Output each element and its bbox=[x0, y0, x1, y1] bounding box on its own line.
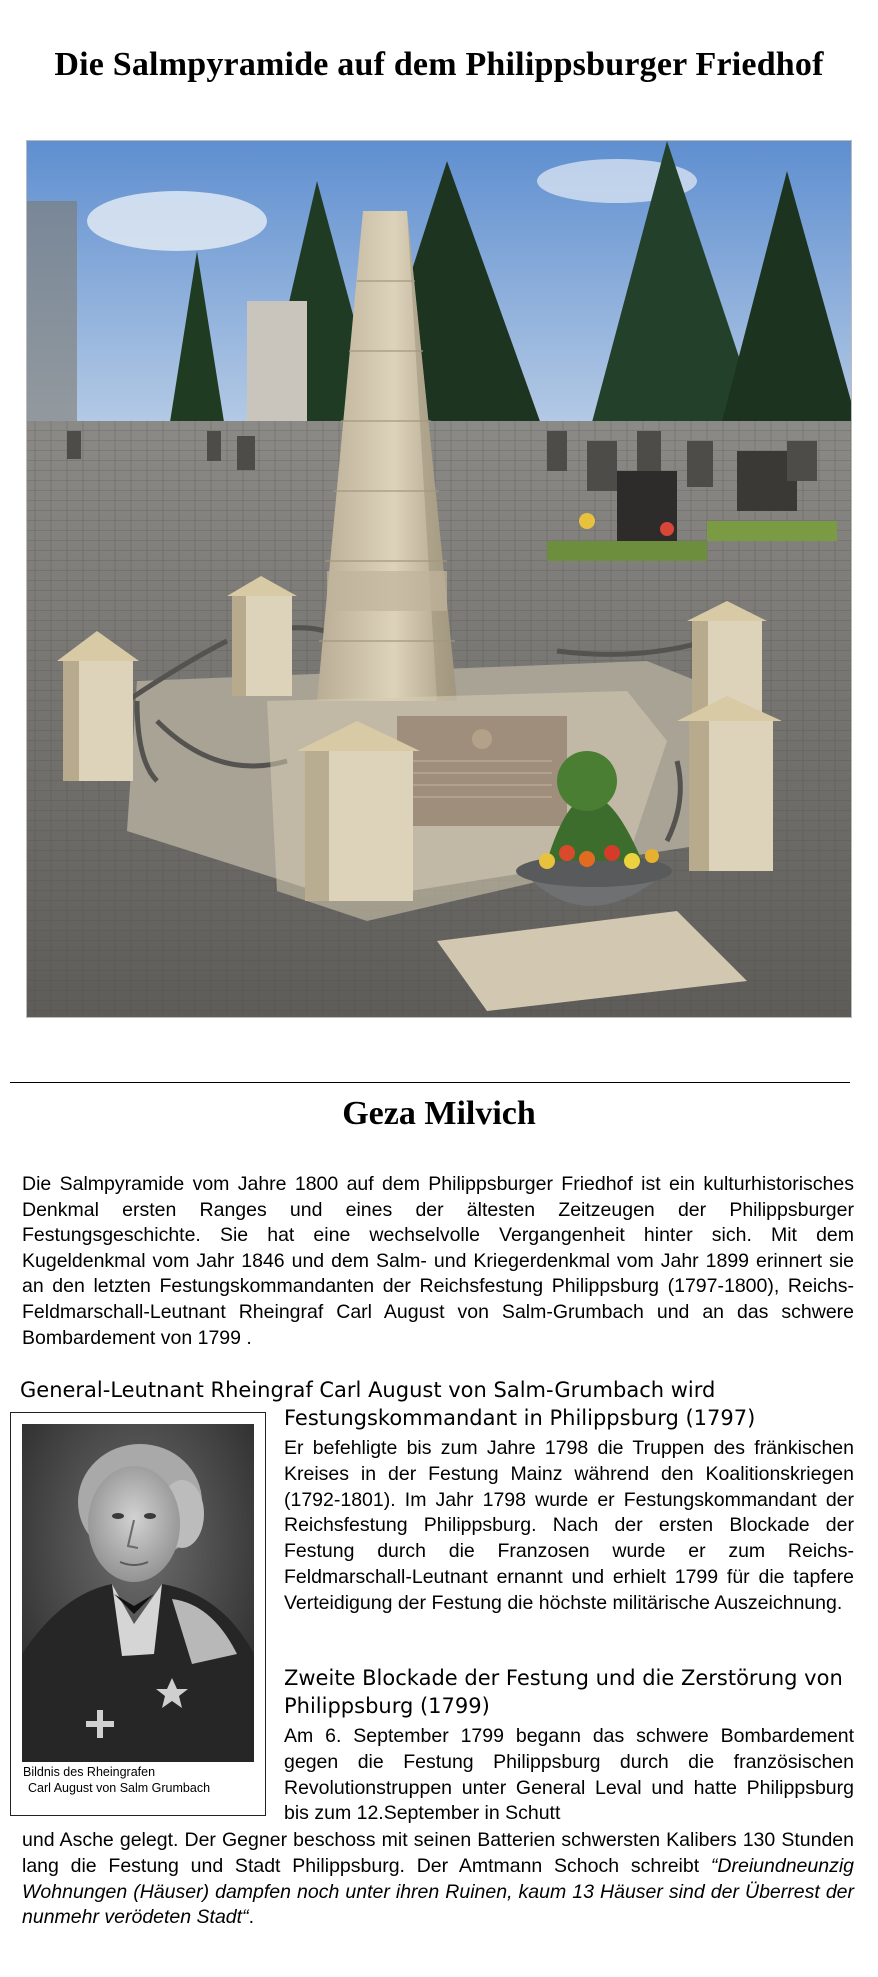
page-title: Die Salmpyramide auf dem Philippsburger Friedhof bbox=[54, 46, 824, 83]
section2-paragraph-part2 bbox=[22, 1828, 854, 1931]
section1-heading-line2: Festungskommandant in Philippsburg (1797) bbox=[284, 1406, 756, 1430]
section2-heading: Zweite Blockade der Festung und die Zerstörung von Philippsburg (1799) bbox=[284, 1666, 843, 1718]
section1-paragraph: Er befehligte bis zum Jahre 1798 die Truppen des fränkischen Kreises in der Festung Mainz während den Koalitionskriegen (1792-1801). Im Jahr 1798 wurde er Festungskommandant der Reichsfestung Philippsburg. Nach der ersten Blockade der Festung durch die Franzosen wurde er zum Reichs-Feldmarschall-Leutnant ernannt und erhielt 1799 für die tapfere Verteidigung der Festung die höchste militärische Auszeichnung. bbox=[284, 1437, 854, 1614]
schoch-quote: “Dreiundneunzig Wohnungen (Häuser) dampfen noch unter ihren Ruinen, kaum 13 Häuser sind der Überrest der nunmehr verödeten Stadt“ bbox=[22, 1854, 854, 1929]
portrait-caption-line2: Carl August von Salm Grumbach bbox=[28, 1780, 211, 1795]
section-divider bbox=[10, 1082, 850, 1083]
section1-heading-line1: General-Leutnant Rheingraf Carl August von Salm-Grumbach wird bbox=[20, 1378, 716, 1402]
portrait-caption bbox=[23, 1765, 255, 1796]
section2-paragraph-part1: Am 6. September 1799 begann das schwere Bombardement gegen die Festung Philippsburg durch die französischen Revolutionstruppen unter General Leval und hatte Philippsburg bis zum 12.September in Schutt bbox=[284, 1725, 854, 1825]
section2-text-end: . bbox=[248, 1906, 254, 1929]
section2-text: und Asche gelegt. Der Gegner beschoss mit seinen Batterien schwersten Kalibers 130 Stunden lang die Festung und Stadt Philippsburg. Der Amtmann Schoch schreibt bbox=[22, 1829, 854, 1877]
portrait-frame bbox=[10, 1412, 266, 1816]
monument-photo bbox=[26, 140, 852, 1018]
portrait-image bbox=[22, 1424, 254, 1762]
portrait-caption-line1: Bildnis des Rheingrafen bbox=[23, 1765, 156, 1779]
intro-paragraph: Die Salmpyramide vom Jahre 1800 auf dem Philippsburger Friedhof ist ein kulturhistorisches Denkmal ersten Ranges und eines der ältesten Zeitzeugen der Philippsburger Festungsgeschichte. Sie hat eine wechselvolle Vergangenheit hinter sich. Mit dem Kugeldenkmal vom Jahr 1846 und dem Salm- und Kriegerdenkmal vom Jahr 1899 erinnert sie an den letzten Festungskommandanten der Reichsfestung Philippsburg (1797-1800), Reichs-Feldmarschall-Leutnant Rheingraf Carl August von Salm-Grumbach und an das schwere Bombardement von 1799 . bbox=[22, 1173, 854, 1349]
author-name: Geza Milvich bbox=[342, 1095, 536, 1132]
